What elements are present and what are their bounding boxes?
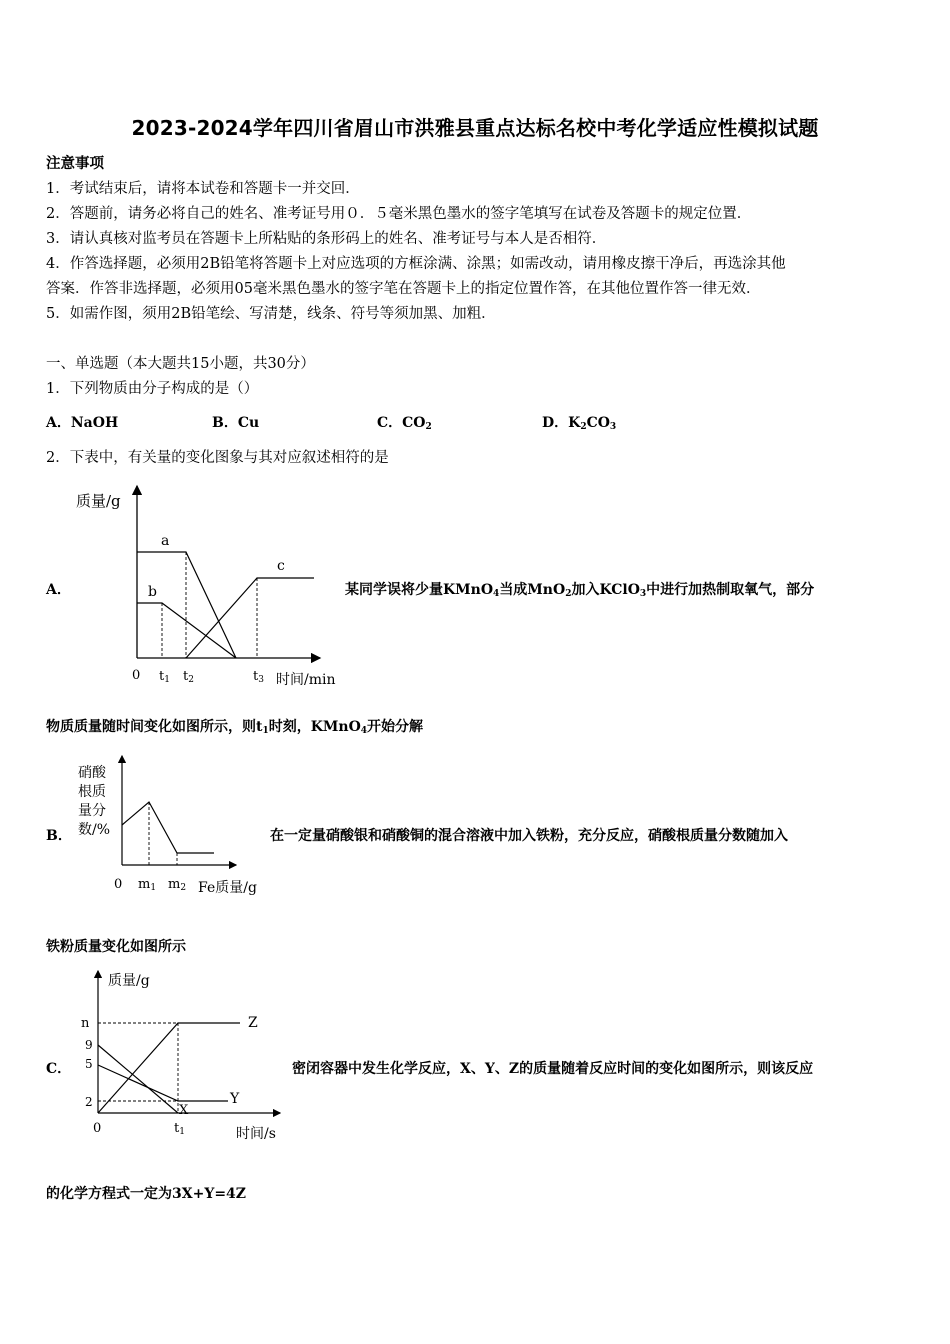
curve-label: a xyxy=(161,533,170,549)
option-text: Cu xyxy=(237,415,260,431)
subscript: 2 xyxy=(580,422,587,432)
section-heading: 一、单选题（本大题共15小题，共30分） xyxy=(46,356,315,372)
q2-option-b-cont: 铁粉质量变化如图所示 xyxy=(46,939,186,955)
subscript: 3 xyxy=(609,422,617,432)
subscript: 4 xyxy=(360,726,368,736)
subscript: 1 xyxy=(262,726,269,736)
q2-option-a-label: A． xyxy=(46,582,71,598)
tick-label: t1 xyxy=(174,1121,185,1137)
curve-label: b xyxy=(148,584,157,600)
text: 某同学误将少量KMnO xyxy=(345,582,494,598)
notice-heading: 注意事项 xyxy=(46,155,104,172)
tick-label: t2 xyxy=(183,669,194,685)
notice-item: 4．作答选择题，必须用2B铅笔将答题卡上对应选项的方框涂满、涂黑；如需改动，请用橡皮擦干净后，再选涂其他 xyxy=(46,256,786,272)
text: 加入KClO xyxy=(571,582,640,598)
q2-option-a-cont xyxy=(46,716,423,736)
q2-option-c-text: 密闭容器中发生化学反应，X、Y、Z的质量随着反应时间的变化如图所示，则该反应 xyxy=(292,1061,814,1077)
curve-x xyxy=(98,1045,178,1113)
option-label: A． xyxy=(46,415,71,431)
option-text: CO xyxy=(586,415,610,431)
tick-label: t3 xyxy=(253,669,264,685)
y-tick-label: 5 xyxy=(85,1057,93,1071)
tick-label: t1 xyxy=(159,669,170,685)
y-tick-label: 2 xyxy=(85,1095,93,1109)
curve-z xyxy=(98,1023,240,1113)
curve-y xyxy=(98,1065,228,1101)
curve xyxy=(122,802,214,853)
x-axis-label: 时间/min xyxy=(276,672,336,688)
text: 当成MnO xyxy=(499,582,566,598)
curve-label: c xyxy=(277,558,285,574)
text: 物质质量随时间变化如图所示，则t xyxy=(46,719,263,735)
q1-option-a xyxy=(46,412,118,432)
y-axis-label-line: 根质 xyxy=(78,784,106,800)
x-axis-label: Fe质量/g xyxy=(198,880,257,896)
origin-label: 0 xyxy=(132,668,141,683)
notice-item: 2．答题前，请务必将自己的姓名、准考证号用０．５毫米黑色墨水的签字笔填写在试卷及答题卡的规定位置． xyxy=(46,206,752,222)
q2-option-a-text xyxy=(345,579,814,599)
q2-option-b-text: 在一定量硝酸银和硝酸铜的混合溶液中加入铁粉，充分反应，硝酸根质量分数随加入 xyxy=(270,828,788,844)
notice-item: 答案．作答非选择题，必须用05毫米黑色墨水的签字笔在答题卡上的指定位置作答，在其他位置作答一律无效． xyxy=(46,281,761,297)
y-tick-label: n xyxy=(81,1016,90,1031)
curve-b xyxy=(137,603,236,658)
chart-c xyxy=(70,965,300,1145)
chart-b xyxy=(70,750,280,900)
q1-option-b xyxy=(212,412,259,432)
subscript: 3 xyxy=(639,589,647,599)
text: 开始分解 xyxy=(367,719,424,735)
subscript: 4 xyxy=(493,589,500,599)
q2-option-c-label: C． xyxy=(46,1061,72,1077)
y-axis-label-line: 硝酸 xyxy=(78,765,106,781)
text: 中进行加热制取氧气，部分 xyxy=(646,582,815,598)
y-axis-label: 质量/g xyxy=(76,492,121,510)
question-2-stem: 2．下表中，有关量的变化图象与其对应叙述相符的是 xyxy=(46,450,389,466)
subscript: 2 xyxy=(425,422,432,432)
notice-item: 5．如需作图，须用2B铅笔绘、写清楚，线条、符号等须加黑、加粗． xyxy=(46,306,496,322)
origin-label: 0 xyxy=(114,877,123,892)
origin-label: 0 xyxy=(93,1121,102,1136)
option-label: B． xyxy=(212,415,238,431)
page-title: 2023-2024学年四川省眉山市洪雅县重点达标名校中考化学适应性模拟试题 xyxy=(131,116,819,140)
q1-option-c xyxy=(377,412,432,432)
q2-option-b-label: B． xyxy=(46,828,72,844)
question-1-stem: 1．下列物质由分子构成的是（） xyxy=(46,381,259,397)
option-text: CO xyxy=(402,415,426,431)
option-text: NaOH xyxy=(70,415,119,431)
option-text: K xyxy=(568,415,581,431)
y-axis-label-line: 量分 xyxy=(78,803,106,819)
x-axis-label: 时间/s xyxy=(236,1126,276,1142)
option-label: C． xyxy=(377,415,403,431)
chart-a xyxy=(70,478,360,693)
subscript: 2 xyxy=(565,589,572,599)
curve-label: Z xyxy=(248,1015,258,1031)
option-label: D． xyxy=(542,415,569,431)
tick-label: m2 xyxy=(168,877,187,893)
curve-c xyxy=(186,578,314,658)
tick-label: m1 xyxy=(138,877,157,893)
y-axis-label: 质量/g xyxy=(108,973,150,989)
notice-item: 1．考试结束后，请将本试卷和答题卡一并交回． xyxy=(46,181,360,197)
notice-item: 3．请认真核对监考员在答题卡上所粘贴的条形码上的姓名、准考证号与本人是否相符． xyxy=(46,231,607,247)
y-axis-label-line: 数/% xyxy=(78,822,111,838)
y-tick-label: 9 xyxy=(85,1038,93,1052)
text: 时刻，KMnO xyxy=(268,719,361,735)
curve-a xyxy=(137,552,236,658)
q2-option-c-cont: 的化学方程式一定为3X+Y=4Z xyxy=(46,1186,247,1202)
q1-option-d xyxy=(542,412,616,432)
curve-label: X xyxy=(179,1103,189,1118)
curve-label: Y xyxy=(230,1091,240,1107)
